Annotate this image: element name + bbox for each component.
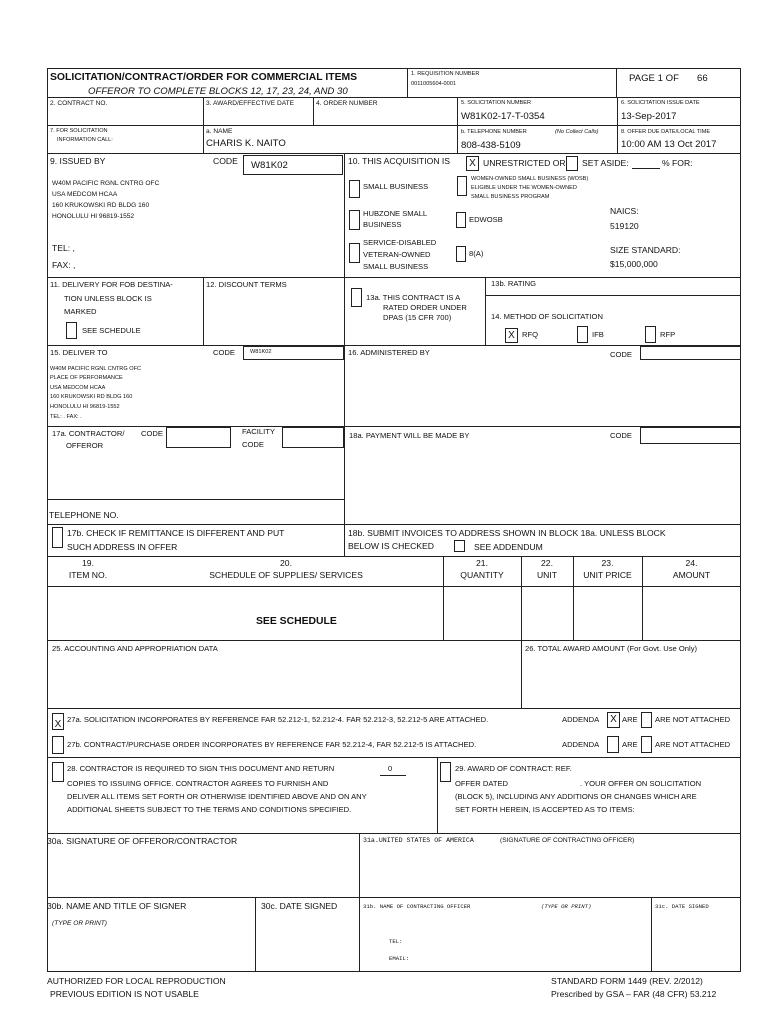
- rule: [47, 586, 741, 587]
- 28-text: 28. CONTRACTOR IS REQUIRED TO SIGN THIS DOCUMENT AND RETURN: [67, 764, 335, 773]
- rfp-label: RFP: [660, 330, 676, 339]
- info-call-label-2: INFORMATION CALL:: [57, 137, 113, 143]
- telephone-number: 808-438-5109: [461, 140, 521, 151]
- rule: [651, 897, 652, 972]
- col-schedule: SCHEDULE OF SUPPLIES/ SERVICES: [209, 570, 363, 580]
- 27b-text: 27b. CONTRACT/PURCHASE ORDER INCORPORATES BY REFERENCE FAR 52.212-4, FAR 52.212-5 IS ATTACHED.: [67, 740, 477, 749]
- wosb-label: WOMEN-OWNED SMALL BUSINESS (WOSB): [471, 176, 589, 182]
- rule: [47, 833, 741, 834]
- 27b-checkbox[interactable]: [52, 736, 64, 754]
- deliver-address-line: 160 KRUKOWSKI RD BLDG 160: [50, 394, 133, 400]
- col-schedule: 20.: [280, 558, 292, 568]
- payment-label: 18a. PAYMENT WILL BE MADE BY: [349, 431, 470, 440]
- footer-previous-edition: PREVIOUS EDITION IS NOT USABLE: [50, 989, 199, 999]
- payment-code-label: CODE: [610, 431, 632, 440]
- payment-code-box: [640, 427, 741, 444]
- rule: [47, 708, 741, 709]
- contractor-label: OFFEROR: [66, 441, 104, 450]
- telephone-label: b. TELEPHONE NUMBER: [461, 129, 527, 135]
- see-schedule-checkbox[interactable]: [66, 322, 77, 339]
- order-number-label: 4. ORDER NUMBER: [316, 100, 378, 107]
- issued-address-line: W40M PACIFIC RGNL CNTRG OFC: [52, 180, 160, 187]
- wosb-label: SMALL BUSINESS PROGRAM: [471, 194, 550, 200]
- deliver-code: W81K02: [250, 349, 272, 355]
- issued-address-line: 160 KRUKOWSKI RD BLDG 160: [52, 202, 150, 209]
- deliver-address-line: TEL: . FAX: .: [50, 414, 82, 420]
- eight-a-label: 8(A): [469, 249, 484, 258]
- rule: [203, 277, 204, 345]
- signature-usa-label: 31a.UNITED STATES OF AMERICA: [363, 837, 474, 844]
- issue-date: 13-Sep-2017: [621, 111, 677, 122]
- signer-type-print: (TYPE OR PRINT): [52, 920, 107, 927]
- footer-prescribed: Prescribed by GSA – FAR (48 CFR) 53.212: [551, 989, 717, 999]
- schedule-note: SEE SCHEDULE: [256, 616, 337, 627]
- rule: [47, 97, 741, 98]
- form-title: SOLICITATION/CONTRACT/ORDER FOR COMMERCIAL ITEMS: [50, 72, 358, 83]
- 29-text: 29. AWARD OF CONTRACT: REF.: [455, 764, 572, 773]
- 27a-are-checkbox[interactable]: X: [607, 712, 620, 728]
- officer-name-label: 31b. NAME OF CONTRACTING OFFICER: [363, 903, 471, 910]
- col-unit: UNIT: [536, 570, 558, 580]
- rule: [344, 153, 345, 557]
- facility-code-label: CODE: [242, 440, 264, 449]
- rule: [616, 68, 617, 97]
- discount-terms-label: 12. DISCOUNT TERMS: [206, 280, 287, 289]
- naics-code: 519120: [610, 221, 639, 231]
- rule: [47, 426, 741, 427]
- signature-offeror-label: 30a. SIGNATURE OF OFFEROR/CONTRACTOR: [47, 836, 238, 846]
- 29-text: (BLOCK 5), INCLUDING ANY ADDITIONS OR CHANGES WHICH ARE: [455, 792, 697, 801]
- col-unit: 22.: [541, 558, 553, 568]
- rated-order-label: 13a. THIS CONTRACT IS A: [366, 293, 461, 302]
- deliver-address-line: W40M PACIFIC RGNL CNTRG OFC: [50, 366, 142, 372]
- method-label: 14. METHOD OF SOLICITATION: [491, 312, 603, 321]
- issued-by-label: 9. ISSUED BY: [50, 156, 106, 166]
- size-standard-value: $15,000,000: [610, 259, 658, 269]
- rule: [485, 277, 486, 345]
- rule: [617, 97, 618, 153]
- rule: [47, 757, 741, 758]
- remittance-label: SUCH ADDRESS IN OFFER: [67, 542, 178, 552]
- sdvosb-label: SMALL BUSINESS: [363, 262, 429, 271]
- col-unit-price: 23.: [601, 558, 614, 568]
- page-total: 66: [697, 73, 708, 84]
- 27b-are-checkbox[interactable]: [607, 736, 619, 753]
- rule: [47, 524, 741, 525]
- remittance-checkbox[interactable]: [52, 527, 63, 548]
- contract-no-label: 2. CONTRACT NO.: [50, 100, 108, 107]
- issue-date-label: 6. SOLICITATION ISSUE DATE: [621, 100, 700, 106]
- rule: [47, 897, 741, 898]
- solicitation-number-label: 5. SOLICITATION NUMBER: [461, 100, 532, 106]
- deliver-code-label: CODE: [213, 348, 235, 357]
- rule: [359, 833, 360, 972]
- hubzone-label: HUBZONE SMALL: [363, 209, 428, 218]
- solicitation-number: W81K02-17-T-0354: [461, 111, 545, 122]
- sdvosb-label: SERVICE-DISABLED: [363, 238, 437, 247]
- 27a-checkbox[interactable]: X: [52, 713, 64, 730]
- rated-order-checkbox[interactable]: [351, 288, 362, 307]
- rule: [437, 757, 438, 833]
- offer-due-label: 8. OFFER DUE DATE/LOCAL TIME: [621, 129, 711, 135]
- accounting-label: 25. ACCOUNTING AND APPROPRIATION DATA: [52, 644, 218, 653]
- submit-invoices-label: BELOW IS CHECKED: [348, 541, 434, 551]
- 27a-are-not-label: ARE NOT ATTACHED: [655, 715, 731, 724]
- 27b-are-label: ARE: [622, 740, 638, 749]
- footer-authorized: AUTHORIZED FOR LOCAL REPRODUCTION: [47, 976, 226, 986]
- 27a-are-not-checkbox[interactable]: [641, 712, 652, 728]
- page-label: PAGE 1 OF: [629, 73, 679, 84]
- issued-address-line: HONOLULU HI 96819-1552: [52, 213, 135, 220]
- info-call-label: 7. FOR SOLICITATION: [50, 128, 108, 134]
- deliver-address-line: USA MEDCOM HCAA: [50, 385, 106, 391]
- hubzone-checkbox[interactable]: [349, 210, 360, 230]
- contractor-code-label: CODE: [141, 429, 163, 438]
- sdvosb-checkbox[interactable]: [349, 243, 360, 263]
- 27b-are-not-label: ARE NOT ATTACHED: [655, 740, 731, 749]
- issued-fax: FAX: ,: [52, 260, 76, 270]
- officer-type-print: (TYPE OR PRINT): [541, 903, 592, 910]
- ifb-label: IFB: [592, 330, 604, 339]
- contact-name: CHARIS K. NAITO: [206, 138, 286, 149]
- issued-code: W81K02: [251, 160, 288, 171]
- wosb-label: ELIGIBLE UNDER THE WOMEN-OWNED: [471, 185, 577, 191]
- officer-date-label: 31c. DATE SIGNED: [655, 903, 709, 910]
- rule: [47, 153, 741, 154]
- rule: [47, 125, 741, 126]
- rule: [47, 640, 741, 641]
- facility-code-label: FACILITY: [242, 427, 275, 436]
- small-business-checkbox[interactable]: [349, 180, 360, 198]
- footer-standard-form: STANDARD FORM 1449 (REV. 2/2012): [551, 976, 703, 986]
- rfq-label: RFQ: [522, 330, 539, 339]
- 27a-text: 27a. SOLICITATION INCORPORATES BY REFERENCE FAR 52.212-1, 52.212-4. FAR 52.212-3, 52.212-5 ARE ATTACHED.: [67, 715, 489, 724]
- rule: [457, 97, 458, 153]
- signature-officer-label: (SIGNATURE OF CONTRACTING OFFICER): [500, 837, 635, 844]
- rfq-checkbox[interactable]: X: [505, 328, 518, 343]
- telephone-no-label: TELEPHONE NO.: [49, 510, 119, 520]
- see-schedule-label: SEE SCHEDULE: [82, 326, 141, 335]
- rated-order-label: RATED ORDER UNDER: [383, 303, 467, 312]
- sdvosb-label: VETERAN-OWNED: [363, 250, 431, 259]
- rfp-checkbox[interactable]: [645, 326, 656, 343]
- 27b-addenda-label: ADDENDA: [562, 740, 600, 749]
- edwosb-label: EDWOSB: [469, 215, 503, 224]
- col-amount: AMOUNT: [672, 570, 711, 580]
- eight-a-checkbox[interactable]: [456, 246, 466, 262]
- 28-text: ADDITIONAL SHEETS SUBJECT TO THE TERMS AND CONDITIONS SPECIFIED.: [67, 805, 352, 814]
- deliver-address-line: HONOLULU HI 96819-1552: [50, 404, 120, 410]
- col-item-no: ITEM NO.: [68, 570, 108, 580]
- rule: [47, 499, 344, 500]
- signer-name-label: 30b. NAME AND TITLE OF SIGNER: [47, 901, 187, 911]
- unrestricted-checkbox[interactable]: X: [466, 156, 479, 171]
- contractor-label: 17a. CONTRACTOR/: [52, 429, 125, 438]
- acquisition-label: 10. THIS ACQUISITION IS: [348, 156, 451, 166]
- naics-label: NAICS:: [610, 206, 639, 216]
- rated-order-label: DPAS (15 CFR 700): [383, 313, 452, 322]
- rating-label: 13b. RATING: [491, 279, 537, 288]
- col-unit-price: UNIT PRICE: [583, 570, 632, 580]
- delivery-fob-label: MARKED: [64, 307, 97, 316]
- see-addendum-checkbox[interactable]: [454, 540, 465, 552]
- rule: [255, 897, 256, 972]
- rule: [203, 97, 204, 153]
- set-aside-label: SET ASIDE:: [582, 158, 629, 168]
- officer-email-label: EMAIL:: [389, 955, 410, 962]
- officer-tel-label: TEL:: [389, 938, 403, 945]
- col-item-no: 19.: [82, 558, 94, 568]
- 28-text: DELIVER ALL ITEMS SET FORTH OR OTHERWISE IDENTIFIED ABOVE AND ON ANY: [67, 792, 367, 801]
- 29-checkbox[interactable]: [440, 762, 451, 782]
- date-signed-label: 30c. DATE SIGNED: [261, 901, 338, 911]
- small-business-label: SMALL BUSINESS: [363, 182, 429, 191]
- deliver-to-label: 15. DELIVER TO: [50, 348, 108, 357]
- submit-invoices-label: 18b. SUBMIT INVOICES TO ADDRESS SHOWN IN BLOCK 18a. UNLESS BLOCK: [348, 528, 666, 538]
- 28-checkbox[interactable]: [52, 762, 64, 782]
- form-subtitle: OFFEROR TO COMPLETE BLOCKS 12, 17, 23, 24, AND 30: [88, 86, 348, 97]
- rule: [485, 295, 741, 296]
- hubzone-label: BUSINESS: [363, 220, 402, 229]
- col-quantity: QUANTITY: [460, 570, 504, 580]
- 29-offer-dated: OFFER DATED: [455, 779, 509, 788]
- delivery-fob-label: 11. DELIVERY FOR FOB DESTINA-: [50, 280, 173, 289]
- col-amount: 24.: [685, 558, 698, 568]
- requisition-label: 1. REQUISITION NUMBER: [411, 71, 480, 77]
- deliver-address-line: PLACE OF PERFORMANCE: [50, 375, 123, 381]
- 29-text: SET FORTH HEREIN, IS ACCEPTED AS TO ITEMS:: [455, 805, 635, 814]
- contractor-code-box: [166, 427, 231, 448]
- administered-by-label: 16. ADMINISTERED BY: [348, 348, 430, 357]
- facility-code-box: [282, 427, 344, 448]
- rule: [47, 556, 741, 557]
- award-date-label: 3. AWARD/EFFECTIVE DATE: [206, 100, 295, 107]
- 28-copies: 0: [388, 764, 393, 773]
- unrestricted-label: UNRESTRICTED OR: [483, 158, 566, 168]
- rule: [407, 68, 408, 97]
- admin-code-box: [640, 346, 741, 360]
- rule: [47, 345, 741, 346]
- rule: [313, 97, 314, 125]
- set-aside-checkbox[interactable]: [566, 156, 578, 171]
- issued-tel: TEL: ,: [52, 243, 75, 253]
- col-quantity: 21.: [476, 558, 488, 568]
- 27b-are-not-checkbox[interactable]: [641, 736, 652, 753]
- wosb-checkbox[interactable]: [457, 176, 467, 196]
- rule: [47, 277, 741, 278]
- delivery-fob-label: TION UNLESS BLOCK IS: [64, 294, 152, 303]
- ifb-checkbox[interactable]: [577, 326, 588, 343]
- edwosb-checkbox[interactable]: [456, 212, 466, 228]
- issued-code-label: CODE: [213, 156, 238, 166]
- 27a-addenda-label: ADDENDA: [562, 715, 600, 724]
- no-collect-calls: (No Collect Calls): [555, 129, 599, 135]
- requisition-number: 0011005604-0001: [411, 81, 457, 87]
- admin-code-label: CODE: [610, 350, 632, 359]
- issued-address-line: USA MEDCOM HCAA: [52, 191, 118, 198]
- 29-text: . YOUR OFFER ON SOLICITATION: [580, 779, 702, 788]
- 27a-are-label: ARE: [622, 715, 638, 724]
- percent-for-label: % FOR:: [662, 158, 693, 168]
- size-standard-label: SIZE STANDARD:: [610, 245, 681, 255]
- total-award-label: 26. TOTAL AWARD AMOUNT (For Govt. Use Only): [525, 644, 698, 653]
- remittance-label: 17b. CHECK IF REMITTANCE IS DIFFERENT AND PUT: [67, 528, 285, 538]
- 28-text: COPIES TO ISSUING OFFICE. CONTRACTOR AGREES TO FURNISH AND: [67, 779, 329, 788]
- set-aside-underline: [632, 168, 660, 169]
- copies-underline: [380, 775, 406, 776]
- offer-due-date: 10:00 AM 13 Oct 2017: [621, 139, 717, 150]
- see-addendum-label: SEE ADDENDUM: [474, 542, 543, 552]
- name-label: a. NAME: [206, 128, 233, 135]
